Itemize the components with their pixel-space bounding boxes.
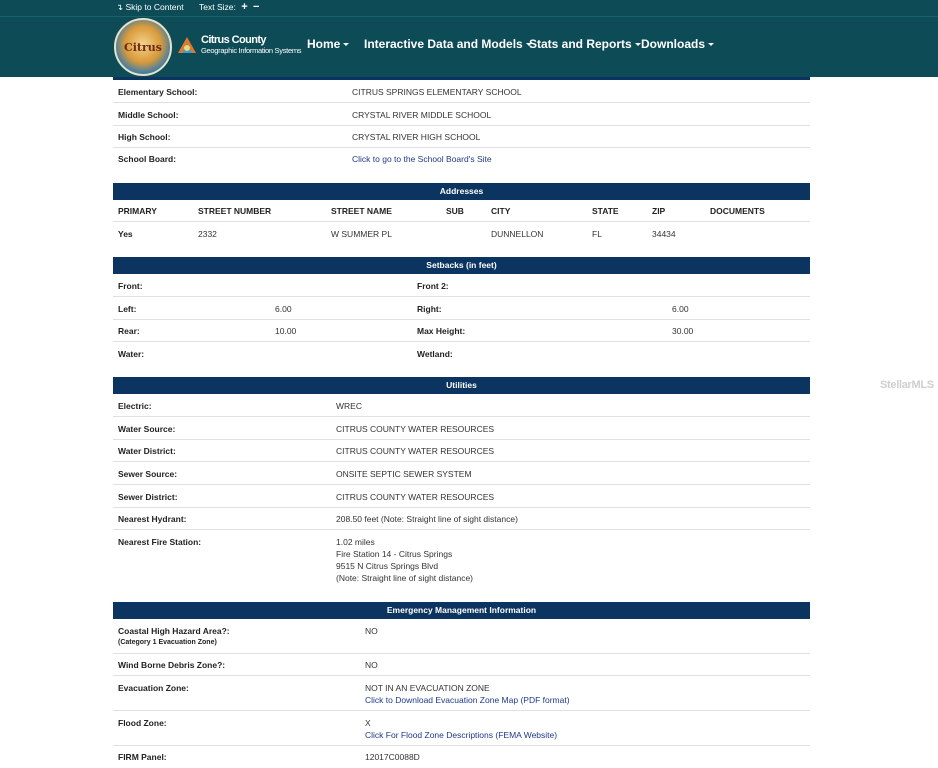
- setback-row-left-right: Left: 6.00 Right: 6.00: [113, 297, 810, 320]
- school-row-board: School Board: Click to go to the School Board's Site: [118, 154, 492, 164]
- emergency-row-coastal: Coastal High Hazard Area?: (Category 1 Evacuation Zone) NO: [113, 619, 810, 654]
- school-board-link[interactable]: Click to go to the School Board's Site: [352, 154, 492, 164]
- watermark: StellarMLS: [880, 379, 934, 391]
- school-row-elementary: Elementary School: CITRUS SPRINGS ELEMENTARY SCHOOL: [113, 80, 810, 103]
- nav-downloads[interactable]: Downloads: [641, 37, 714, 51]
- gis-globe-icon: [176, 35, 198, 55]
- addresses-table-header: [113, 200, 810, 222]
- utility-row-fire-station: Nearest Fire Station: 1.02 miles Fire Station 14 - Citrus Springs 9515 N Citrus Springs Blvd (Note: Straight line of sight distance): [118, 537, 474, 583]
- col-documents: DOCUMENTS: [710, 206, 765, 216]
- school-row-high: High School: CRYSTAL RIVER HIGH SCHOOL: [113, 126, 810, 148]
- utility-row-electric: Electric: WREC: [113, 394, 810, 417]
- nav-stats-reports[interactable]: Stats and Reports: [529, 37, 641, 51]
- col-sub: SUB: [446, 206, 464, 216]
- col-street-number: STREET NUMBER: [198, 206, 272, 216]
- utility-row-water-source: Water Source: CITRUS COUNTY WATER RESOURCES: [113, 417, 810, 440]
- nav-home[interactable]: Home: [307, 37, 349, 51]
- evacuation-map-link[interactable]: Click to Download Evacuation Zone Map (PDF format): [365, 695, 570, 705]
- utility-row-hydrant: Nearest Hydrant: 208.50 feet (Note: Straight line of sight distance): [113, 508, 810, 530]
- col-state: STATE: [592, 206, 619, 216]
- utility-row-sewer-source: Sewer Source: ONSITE SEPTIC SEWER SYSTEM: [113, 462, 810, 485]
- utility-bar: [0, 0, 938, 16]
- main-navbar: [0, 16, 938, 77]
- caret-down-icon: [708, 43, 714, 46]
- text-size-label: Text Size:: [199, 2, 236, 12]
- setbacks-header: Setbacks (in feet): [113, 257, 810, 274]
- emergency-row-windborne: Wind Borne Debris Zone?: NO: [113, 654, 810, 676]
- utility-row-water-district: Water District: CITRUS COUNTY WATER RESOURCES: [113, 440, 810, 462]
- col-zip: ZIP: [652, 206, 666, 216]
- emergency-row-firm: FIRM Panel: 12017C0088D: [118, 752, 420, 762]
- text-size-decrease-button[interactable]: −: [253, 1, 260, 13]
- setback-row-water: Water: Wetland:: [118, 349, 453, 359]
- setback-row-front: Front: Front 2:: [113, 274, 810, 297]
- emergency-row-flood: Flood Zone: X Click For Flood Zone Descriptions (FEMA Website): [113, 711, 810, 746]
- gis-subtitle: Geographic Information Systems: [201, 46, 302, 55]
- gis-logo[interactable]: [176, 33, 302, 59]
- caret-down-icon: [343, 43, 349, 46]
- caret-down-icon: [635, 43, 641, 46]
- emergency-header: Emergency Management Information: [113, 602, 810, 619]
- skip-arrow-icon: ↴: [116, 2, 124, 12]
- flood-zone-link[interactable]: Click For Flood Zone Descriptions (FEMA Website): [365, 730, 558, 740]
- table-row: Yes 2332 W SUMMER PL DUNNELLON FL 34434: [118, 229, 676, 239]
- text-size-control: [199, 2, 259, 12]
- county-seal-logo[interactable]: Citrus: [114, 18, 172, 76]
- text-size-increase-button[interactable]: +: [241, 1, 248, 13]
- col-primary: PRIMARY: [118, 206, 157, 216]
- setback-row-rear: Rear: 10.00 Max Height: 30.00: [113, 320, 810, 342]
- nav-interactive-data[interactable]: Interactive Data and Models: [364, 37, 532, 51]
- skip-to-content-link[interactable]: ↴ Skip to Content: [116, 2, 184, 12]
- utilities-header: Utilities: [113, 377, 810, 394]
- gis-title: Citrus County: [201, 34, 266, 46]
- col-street-name: STREET NAME: [331, 206, 392, 216]
- utility-row-sewer-district: Sewer District: CITRUS COUNTY WATER RESOURCES: [113, 485, 810, 508]
- school-row-middle: Middle School: CRYSTAL RIVER MIDDLE SCHOOL: [113, 103, 810, 126]
- addresses-header: Addresses: [113, 183, 810, 200]
- col-city: CITY: [491, 206, 511, 216]
- emergency-row-evac: Evacuation Zone: NOT IN AN EVACUATION ZONE Click to Download Evacuation Zone Map (PDF format): [113, 676, 810, 711]
